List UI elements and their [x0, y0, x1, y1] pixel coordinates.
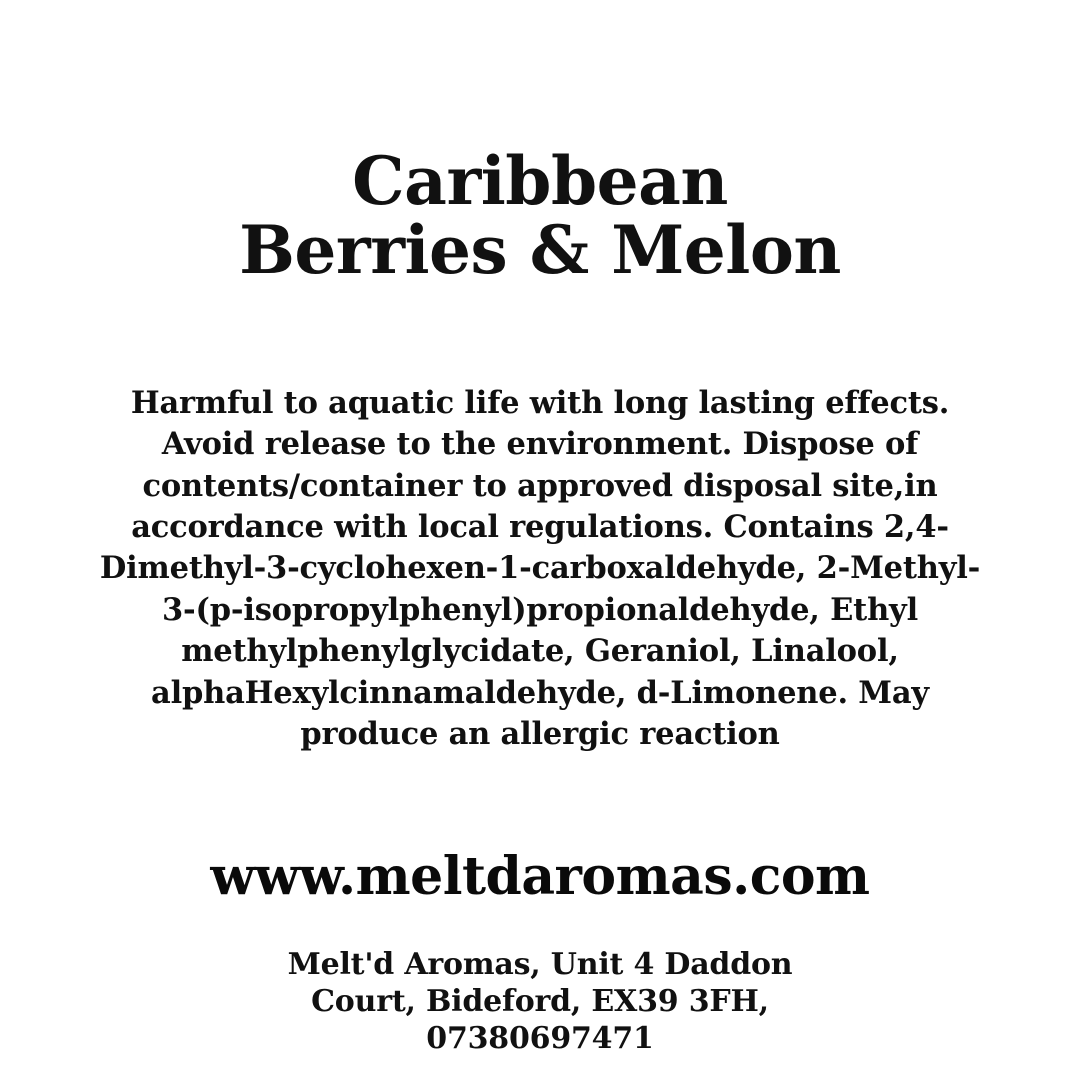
safety-warning-text: Harmful to aquatic life with long lasting effects. Avoid release to the environment. Dispose of contents/container to approved disposal site,in accordance with local regulations. Contains 2,4-Dimethyl-3-cyclohexen-1-carboxaldehyde, 2-Methyl-3-(p-isopropylphenyl)propionaldehyde, Ethyl methylphenylglycidate, Geraniol, Linalool, alphaHexylcinnamaldehyde, d-Limonene. May produce an allergic reaction [99, 384, 981, 753]
website-url[interactable]: www.meltdaromas.com [210, 846, 870, 908]
address-line-1: Melt'd Aromas, Unit 4 Daddon [287, 947, 793, 983]
phone-number: 07380697471 [426, 1020, 654, 1056]
page-title [110, 142, 970, 290]
address-line-2: Court, Bideford, EX39 3FH, [311, 984, 769, 1020]
product-title-line-1: Caribbean [352, 142, 728, 220]
company-address [160, 947, 920, 1057]
round-product-label [20, 20, 1060, 1060]
product-title-line-2: Berries & Melon [239, 211, 841, 290]
